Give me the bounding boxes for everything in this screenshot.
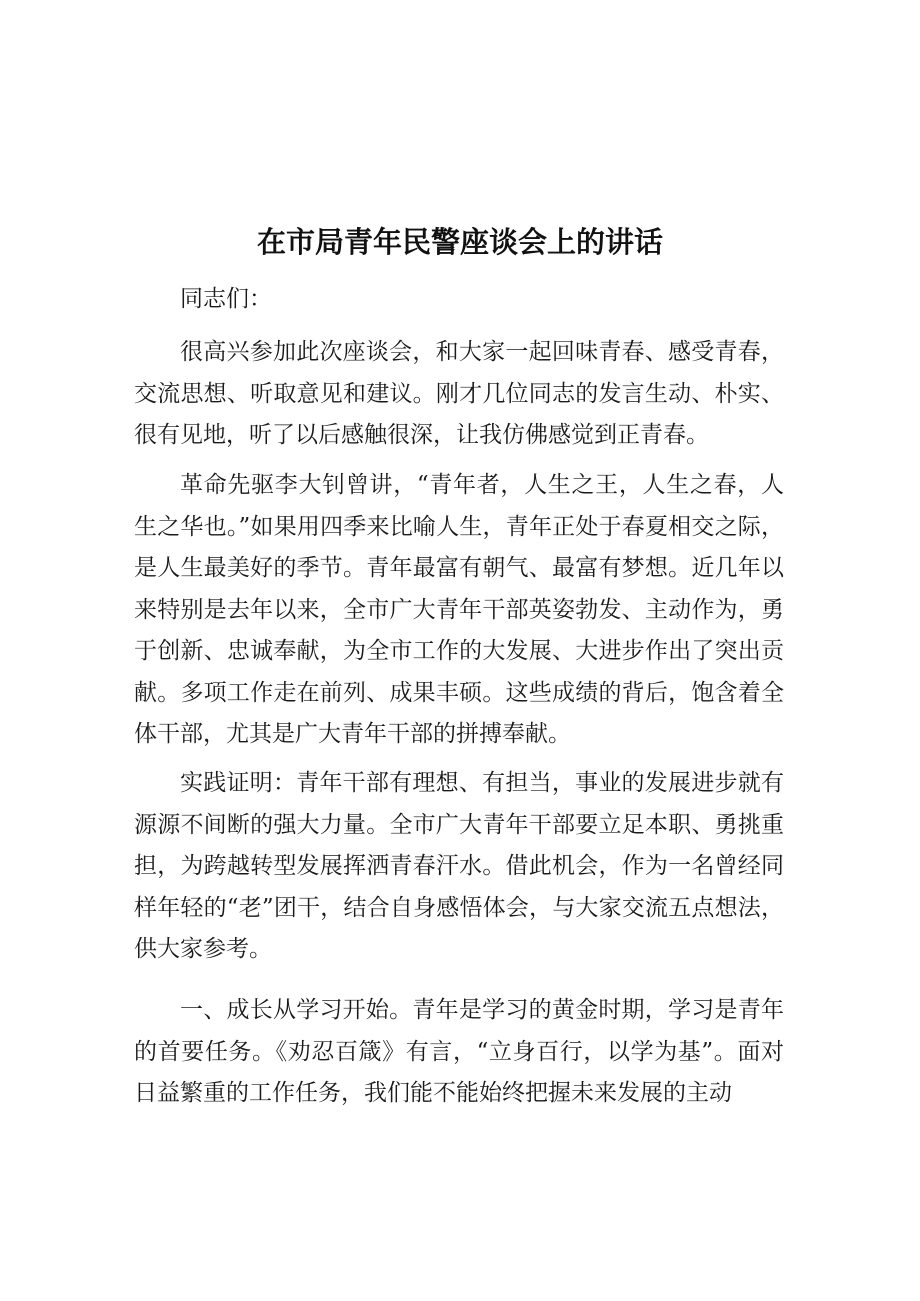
- paragraph-block: [134, 763, 784, 971]
- paragraph: 革命先驱李大钊曾讲，“青年者，人生之王，人生之春，人生之华也。”如果用四季来比喻人生，青年正处于春夏相交之际，是人生最美好的季节。青年最富有朝气、最富有梦想。近几年以来特别是去年以来，全市广大青年干部英姿勃发、主动作为，勇于创新、忠诚奉献，为全市工作的大发展、大进步作出了突出贡献。多项工作走在前列、成果丰硕。这些成绩的背后，饱含着全体干部，尤其是广大青年干部的拼搏奉献。: [134, 472, 784, 747]
- paragraph-block: [134, 332, 784, 457]
- paragraph-block: [134, 990, 784, 1115]
- document-title: 在市局青年民警座谈会上的讲话: [256, 225, 663, 259]
- paragraph: 一、成长从学习开始。青年是学习的黄金时期，学习是青年的首要任务。《劝忍百箴》有言，“立身百行，以学为基”。面对日益繁重的工作任务，我们能不能始终把握未来发展的主动: [134, 997, 784, 1106]
- paragraph: 实践证明：青年干部有理想、有担当，事业的发展进步就有源源不间断的强大力量。全市广大青年干部要立足本职、勇挑重担，为跨越转型发展挥洒青春汗水。借此机会，作为一名曾经同样年轻的“老”团干，结合自身感悟体会，与大家交流五点想法，供大家参考。: [134, 770, 784, 962]
- paragraph-block: [134, 465, 784, 756]
- salutation: [134, 279, 784, 321]
- salutation-text: 同志们：: [180, 286, 272, 312]
- paragraph: 很高兴参加此次座谈会，和大家一起回味青春、感受青春，交流思想、听取意见和建议。刚才几位同志的发言生动、朴实、很有见地，听了以后感触很深，让我仿佛感觉到正青春。: [134, 339, 784, 448]
